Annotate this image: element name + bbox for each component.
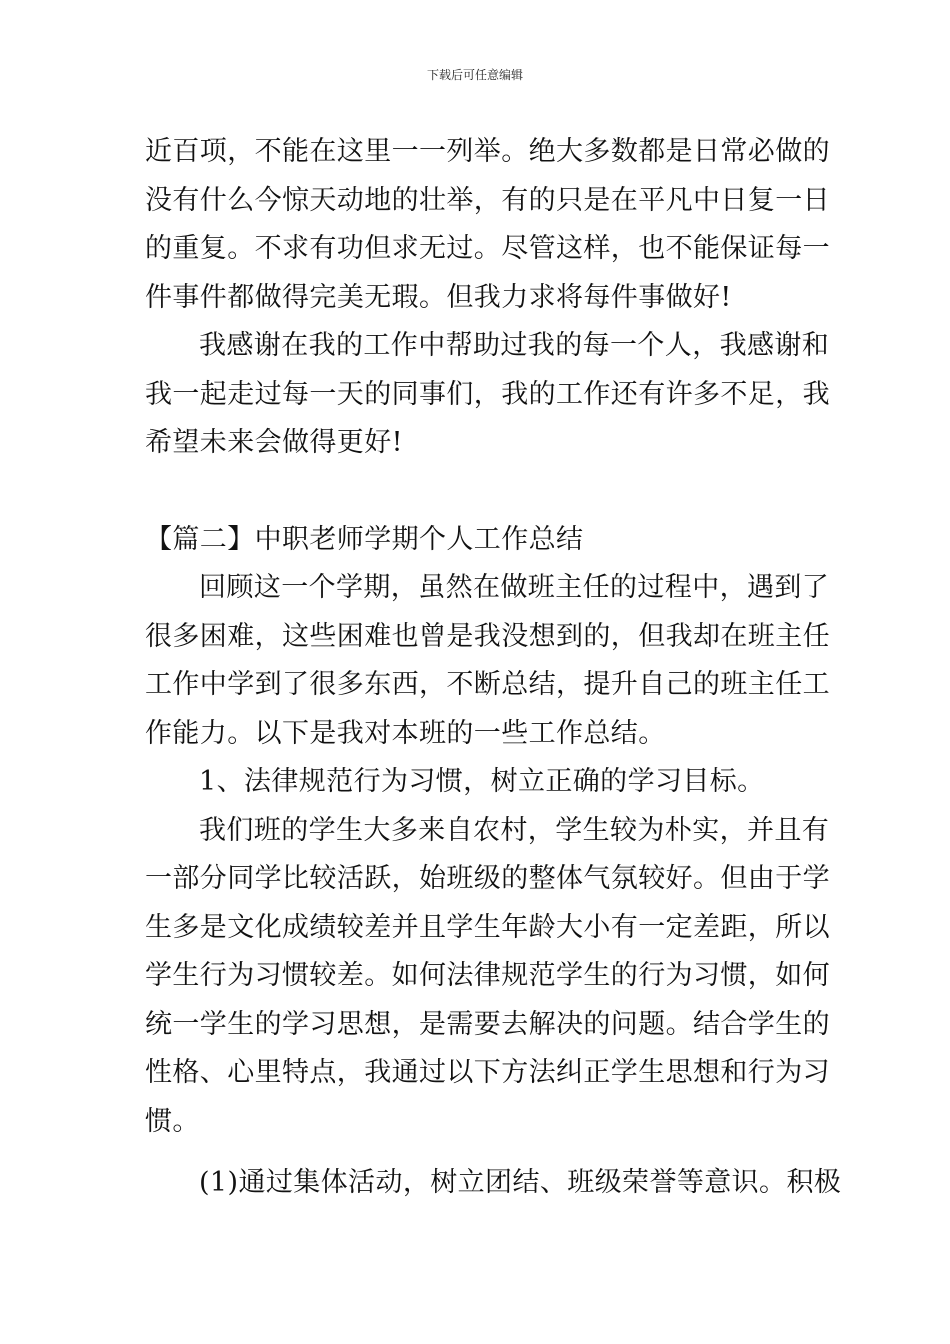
page-header: 下载后可任意编辑 [426, 68, 523, 82]
text-line: 我感谢在我的工作中帮助过我的每一个人，我感谢和 [199, 330, 830, 361]
document-body [145, 128, 842, 1208]
text-line: 我一起走过每一天的同事们，我的工作还有许多不足，我 [145, 378, 830, 410]
text-line: 件事件都做得完美无瑕。但我力求将每件事做好! [145, 281, 732, 313]
text-line: (1)通过集体活动，树立团结、班级荣誉等意识。积极 [199, 1167, 842, 1198]
text-line: 一部分同学比较活跃，始班级的整体气氛较好。但由于学 [145, 863, 830, 894]
text-line: 希望未来会做得更好! [145, 427, 403, 458]
text-line: 工作中学到了很多东西，不断总结，提升自己的班主任工 [145, 669, 830, 700]
text-line: 回顾这一个学期，虽然在做班主任的过程中，遇到了 [199, 572, 830, 603]
section-title: 【篇二】中职老师学期个人工作总结 [145, 523, 584, 555]
text-line: 没有什么今惊天动地的壮举，有的只是在平凡中日复一日 [145, 184, 830, 216]
text-line: 惯。 [145, 1105, 200, 1137]
text-line: 作能力。以下是我对本班的一些工作总结。 [145, 717, 666, 749]
text-line: 统一学生的学习思想，是需要去解决的问题。结合学生的 [145, 1008, 830, 1040]
text-line: 很多困难，这些困难也曾是我没想到的，但我却在班主任 [145, 620, 830, 652]
text-line: 生多是文化成绩较差并且学生年龄大小有一定差距，所以 [145, 911, 830, 943]
text-line: 的重复。不求有功但求无过。尽管这样，也不能保证每一 [145, 233, 830, 264]
text-line: 学生行为习惯较差。如何法律规范学生的行为习惯，如何 [145, 960, 830, 991]
text-line: 性格、心里特点，我通过以下方法纠正学生思想和行为习 [145, 1057, 830, 1088]
text-line: 近百项，不能在这里一一列举。绝大多数都是日常必做的 [145, 136, 830, 167]
list-heading: 1、法律规范行为习惯，树立正确的学习目标。 [199, 766, 765, 797]
text-line: 我们班的学生大多来自农村，学生较为朴实，并且有 [199, 814, 830, 846]
